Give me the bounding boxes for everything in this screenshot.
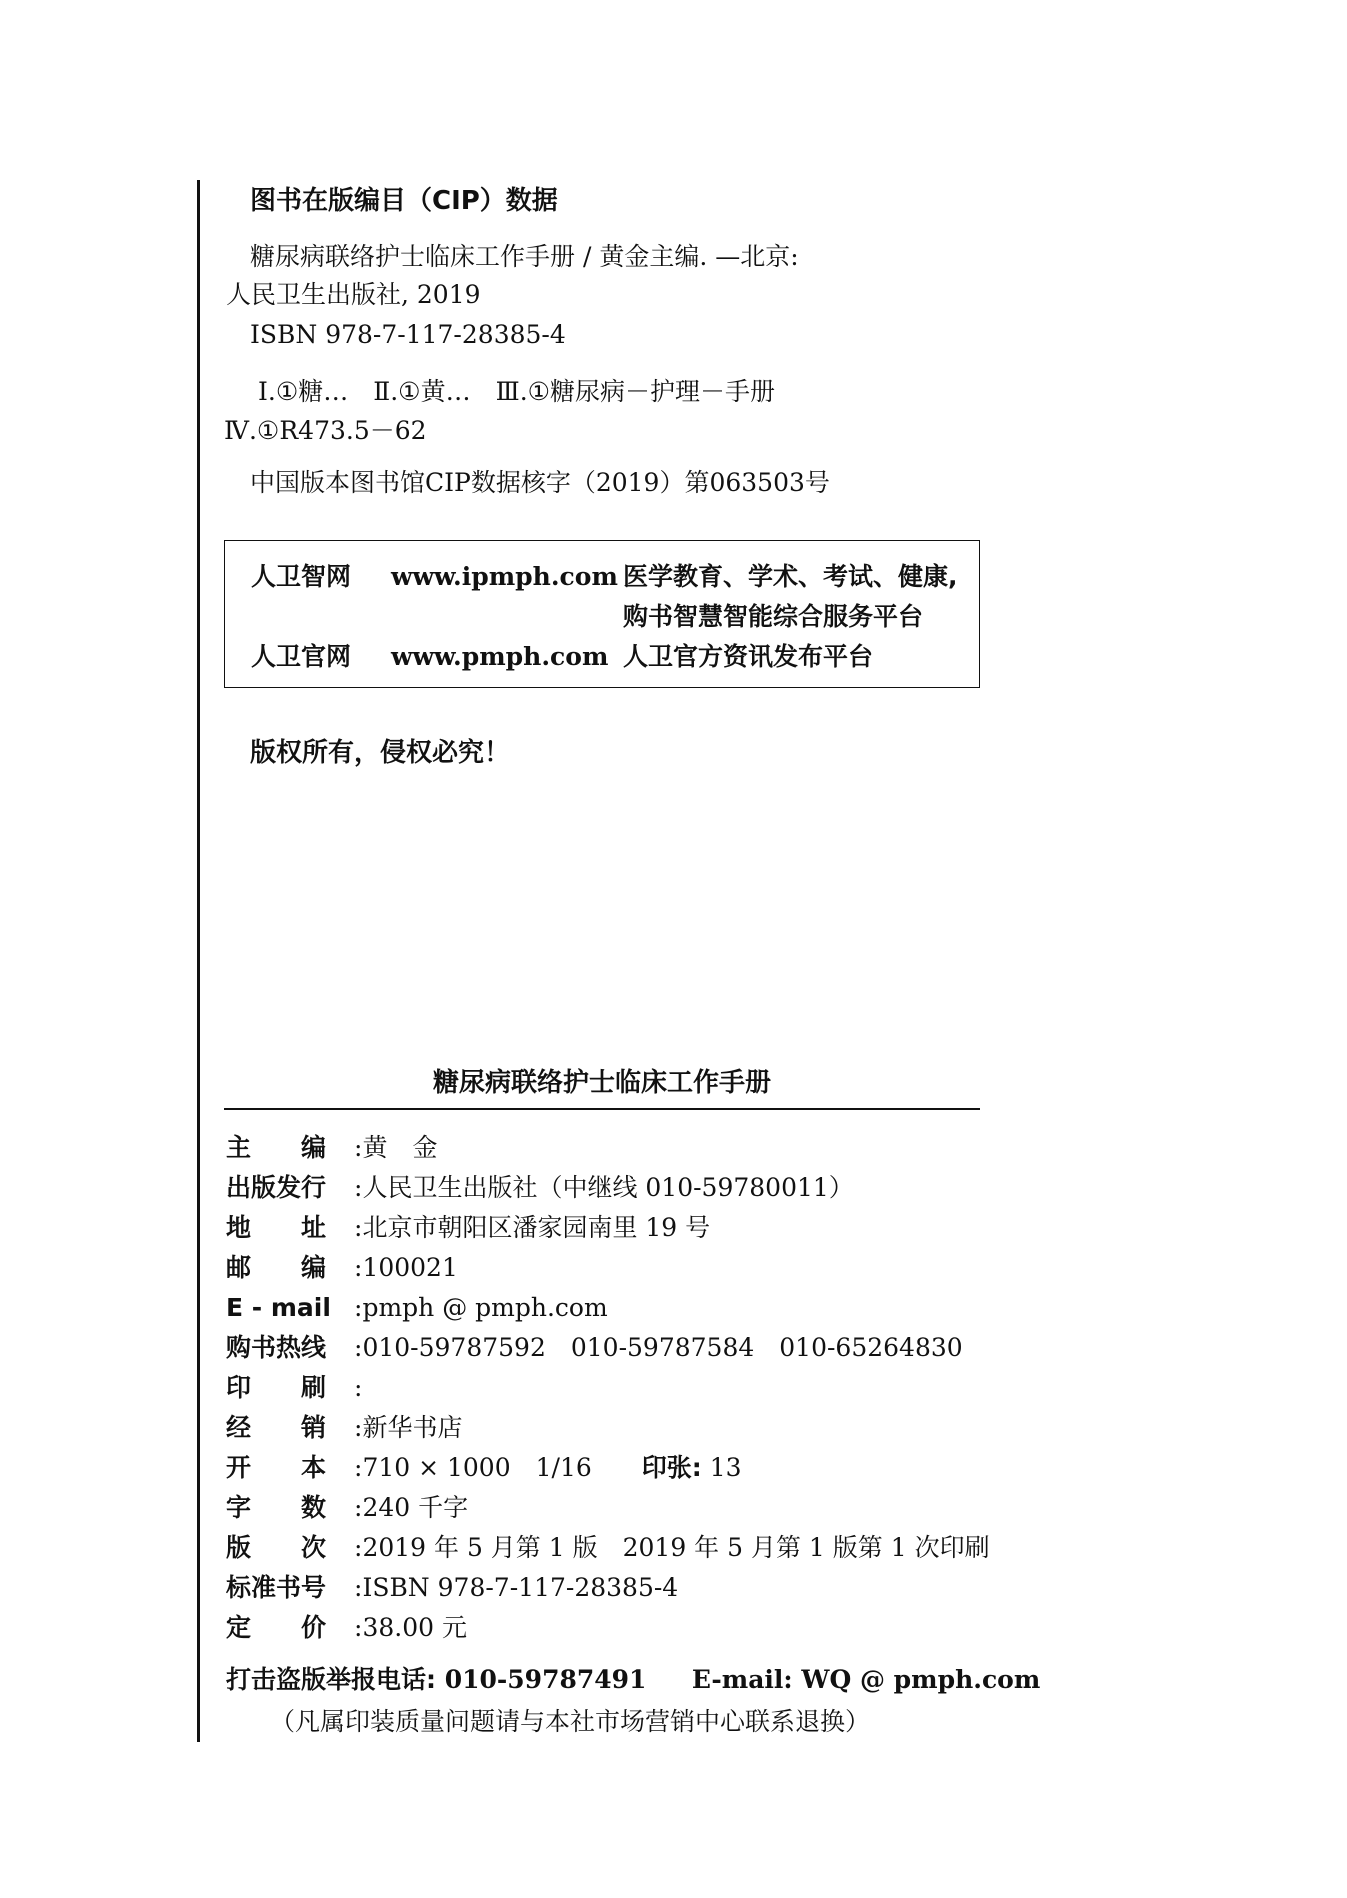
info-label: E - mail <box>226 1293 331 1322</box>
info-label: 出版发行 <box>226 1173 327 1202</box>
info-label: 邮 编 <box>226 1253 327 1282</box>
cip-title-line: 糖尿病联络护士临床工作手册 / 黄金主编. —北京: <box>250 242 799 271</box>
info-value: 240 千字 <box>362 1493 469 1522</box>
info-value: 38.00 元 <box>362 1613 467 1642</box>
info-value: 010-59787592 010-59787584 010-65264830 <box>362 1333 963 1362</box>
sheets-value: 13 <box>709 1453 742 1482</box>
info-row-address: 地 址 :北京市朝阳区潘家园南里 19 号 <box>226 1208 710 1248</box>
info-row-email: E - mail :pmph @ pmph.com <box>226 1288 608 1328</box>
info-label: 地 址 <box>226 1213 327 1242</box>
cip-heading: 图书在版编目（CIP）数据 <box>250 186 558 216</box>
book-title: 糖尿病联络护士临床工作手册 <box>432 1068 771 1098</box>
info-label: 定 价 <box>226 1613 327 1642</box>
info-label: 标准书号 <box>226 1573 327 1602</box>
info-value: 新华书店 <box>362 1413 463 1442</box>
info-value: 人民卫生出版社（中继线 010-59780011） <box>362 1173 854 1202</box>
info-row-word-count: 字 数 :240 千字 <box>226 1488 468 1528</box>
report-phone: 010-59787491 <box>444 1665 647 1694</box>
info-row-editor: 主 编 :黄 金 <box>226 1128 437 1168</box>
info-row-publisher: 出版发行 :人民卫生出版社（中继线 010-59780011） <box>226 1168 854 1208</box>
info-value: ISBN 978-7-117-28385-4 <box>362 1573 679 1602</box>
website-info-box <box>224 540 980 688</box>
website-url-link[interactable]: www.ipmph.com <box>391 562 618 591</box>
website-description: 人卫官方资讯发布平台 <box>623 642 874 671</box>
website-row-pmph <box>251 637 873 673</box>
info-label: 购书热线 <box>226 1333 327 1362</box>
info-row-edition: 版 次 :2019 年 5 月第 1 版 2019 年 5 月第 1 版第 1 次印刷 <box>226 1528 990 1568</box>
cip-isbn-line: ISBN 978-7-117-28385-4 <box>250 320 566 349</box>
copyright-notice: 版权所有，侵权必究！ <box>250 738 511 768</box>
website-description-continued: 购书智慧智能综合服务平台 <box>623 602 924 631</box>
info-label: 经 销 <box>226 1413 327 1442</box>
email-link[interactable]: pmph @ pmph.com <box>362 1293 608 1322</box>
info-row-isbn: 标准书号 :ISBN 978-7-117-28385-4 <box>226 1568 678 1608</box>
info-label: 印 刷 <box>226 1373 327 1402</box>
info-row-hotline: 购书热线 :010-59787592 010-59787584 010-65264830 <box>226 1328 963 1368</box>
info-label: 版 次 <box>226 1533 327 1562</box>
website-url-link[interactable]: www.pmph.com <box>391 642 609 671</box>
website-description: 医学教育、学术、考试、健康, <box>623 562 958 591</box>
info-value: 北京市朝阳区潘家园南里 19 号 <box>362 1213 711 1242</box>
report-email-label: E-mail: <box>691 1665 793 1694</box>
cip-check-number-line: 中国版本图书馆CIP数据核字（2019）第063503号 <box>250 468 830 497</box>
website-name: 人卫官网 <box>251 642 352 671</box>
cip-publisher-line: 人民卫生出版社, 2019 <box>226 280 481 309</box>
info-value: 2019 年 5 月第 1 版 2019 年 5 月第 1 版第 1 次印刷 <box>362 1533 990 1562</box>
info-row-postcode: 邮 编 :100021 <box>226 1248 458 1288</box>
return-policy-note: （凡属印装质量问题请与本社市场营销中心联系退换） <box>270 1707 871 1736</box>
info-label: 字 数 <box>226 1493 327 1522</box>
info-value: 100021 <box>362 1253 458 1282</box>
website-row-ipmph-continued <box>623 597 923 633</box>
info-row-format: 开 本 :710 × 1000 1/16 印张: 13 <box>226 1448 742 1488</box>
sheets-label: 印张: <box>641 1453 702 1482</box>
website-row-ipmph <box>251 557 958 593</box>
title-divider <box>224 1108 980 1110</box>
info-value: 黄 金 <box>362 1133 438 1162</box>
report-label: 打击盗版举报电话: <box>226 1665 436 1694</box>
website-name: 人卫智网 <box>251 562 352 591</box>
cip-classification-line: Ⅳ.①R473.5－62 <box>224 416 427 445</box>
info-value: 710 × 1000 1/16 <box>362 1453 592 1482</box>
info-row-price: 定 价 :38.00 元 <box>226 1608 467 1648</box>
sheets-info <box>642 1448 742 1488</box>
info-row-printer: 印 刷 : <box>226 1368 362 1408</box>
cip-subjects-line: Ⅰ.①糖… Ⅱ.①黄… Ⅲ.①糖尿病－护理－手册 <box>258 377 776 406</box>
left-margin-rule <box>197 180 200 1742</box>
info-label: 主 编 <box>226 1133 327 1162</box>
info-label: 开 本 <box>226 1453 327 1482</box>
report-email-link[interactable]: WQ @ pmph.com <box>801 1665 1041 1694</box>
piracy-report-line <box>226 1660 1040 1696</box>
info-row-distributor: 经 销 :新华书店 <box>226 1408 462 1448</box>
